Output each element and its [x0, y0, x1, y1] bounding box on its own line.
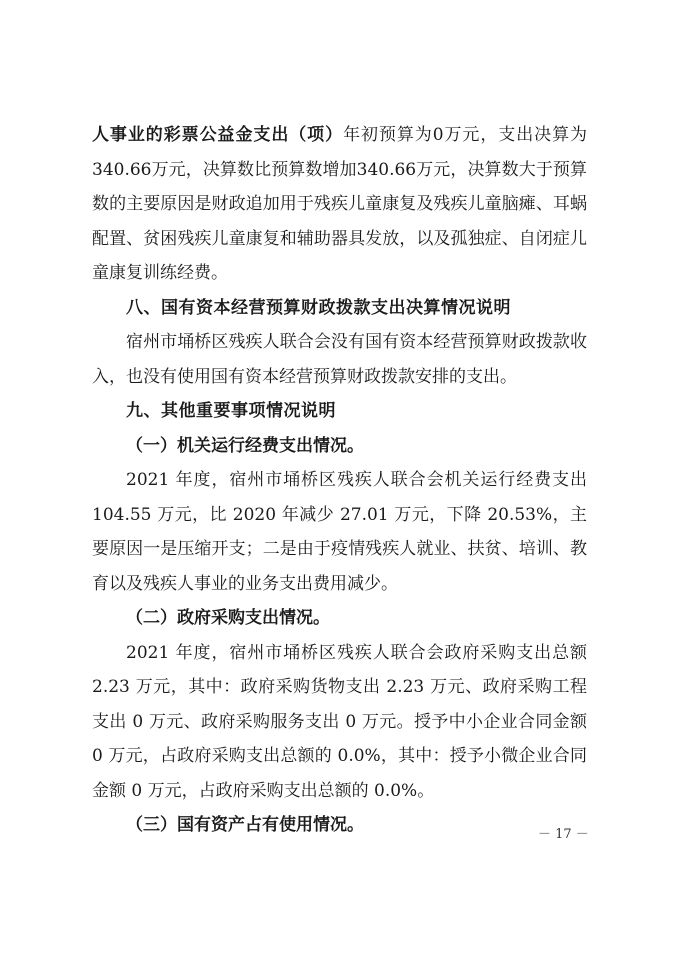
section-9-heading: 九、其他重要事项情况说明: [126, 401, 336, 421]
page-number: － 17 －: [538, 827, 589, 842]
section-8-heading: 八、国有资本经营预算财政拨款支出决算情况说明: [126, 297, 511, 318]
section-9-1-text: 2021 年度，宿州市埇桥区残疾人联合会机关运行经费支出 104.55 万元，比 2020 年减少 27.01 万元，下降 20.53%，主要原因一是压缩开支；二是由于疫情残疾人就业、扶贫、培训、教育以及残疾人事业的业务支出费用减少。: [92, 470, 587, 594]
lottery-item-label: 人事业的彩票公益金支出（项）: [92, 125, 344, 145]
section-8-text: 宿州市埇桥区残疾人联合会没有国有资本经营预算财政拨款收入，也没有使用国有资本经营预算财政拨款安排的支出。: [92, 332, 587, 387]
paragraph-lottery-expenditure: [92, 118, 587, 291]
section-9-1-heading: （一）机关运行经费支出情况。: [126, 435, 364, 456]
section-9-2-text: 2021 年度，宿州市埇桥区残疾人联合会政府采购支出总额 2.23 万元，其中：政府采购货物支出 2.23 万元、政府采购工程支出 0 万元、政府采购服务支出 0 万元。授予中小企业合同金额 0 万元，占政府采购支出总额的 0.0%，其中：授予小微企业合同金额 0 万元，占政府采购支出总额的 0.0%。: [92, 642, 587, 801]
document-body: [92, 118, 587, 843]
section-9-2-heading: （二）政府采购支出情况。: [126, 608, 330, 628]
lottery-item-text: 年初预算为0万元，支出决算为340.66万元，决算数比预算数增加340.66万元，决算数大于预算数的主要原因是财政追加用于残疾儿童康复及残疾儿童脑瘫、耳蜗配置、贫困残疾儿童康复和辅助器具发放，以及孤独症、自闭症儿童康复训练经费。: [92, 125, 587, 283]
section-9-3-heading: （三）国有资产占有使用情况。: [126, 815, 364, 835]
